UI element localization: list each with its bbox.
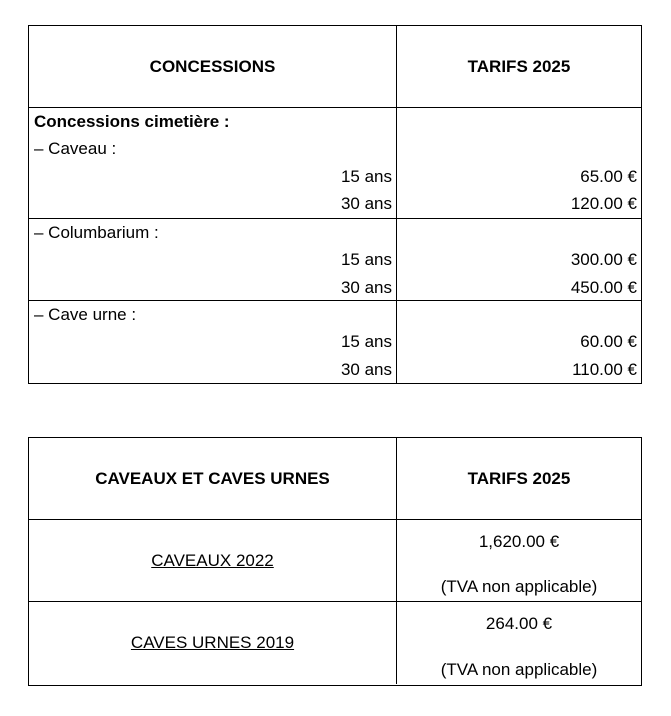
header-tarifs: TARIFS 2025 — [467, 468, 571, 488]
group-label: – Caveau : — [34, 139, 117, 159]
header-concessions: CONCESSIONS — [29, 26, 397, 107]
table-row — [29, 602, 641, 684]
duration-cell: 30 ans — [340, 277, 392, 297]
item-caveaux-2022: CAVEAUX 2022 — [151, 550, 274, 570]
header-tarifs: TARIFS 2025 — [467, 56, 571, 76]
group-caveau — [29, 108, 641, 219]
price-cell: 120.00 € — [570, 194, 637, 214]
price-cell: 450.00 € — [570, 277, 637, 297]
section-title: Concessions cimetière : — [34, 112, 230, 131]
tva-note: (TVA non applicable) — [440, 660, 598, 679]
tva-note: (TVA non applicable) — [440, 577, 598, 596]
price-cell: 60.00 € — [580, 332, 637, 352]
caveaux-table — [28, 437, 642, 686]
duration-cell: 15 ans — [340, 250, 392, 270]
concessions-table — [28, 25, 642, 384]
group-label: – Columbarium : — [34, 223, 159, 242]
duration-cell: 15 ans — [340, 166, 392, 186]
group-label: – Cave urne : — [34, 305, 137, 324]
duration-cell: 30 ans — [340, 194, 392, 214]
duration-cell: 15 ans — [340, 332, 392, 352]
price-cell: 264.00 € — [485, 614, 553, 633]
item-caves-urnes-2019: CAVES URNES 2019 — [130, 633, 295, 652]
group-cave-urne — [29, 301, 641, 383]
header-caveaux: CAVEAUX ET CAVES URNES — [29, 438, 397, 519]
duration-cell: 30 ans — [340, 359, 392, 379]
group-columbarium — [29, 219, 641, 301]
table-row — [29, 520, 641, 602]
price-cell: 1,620.00 € — [478, 532, 560, 551]
price-cell: 65.00 € — [580, 166, 637, 186]
price-cell: 300.00 € — [570, 250, 637, 270]
price-cell: 110.00 € — [572, 359, 637, 379]
table-header-row — [29, 438, 641, 520]
table-header-row — [29, 26, 641, 108]
